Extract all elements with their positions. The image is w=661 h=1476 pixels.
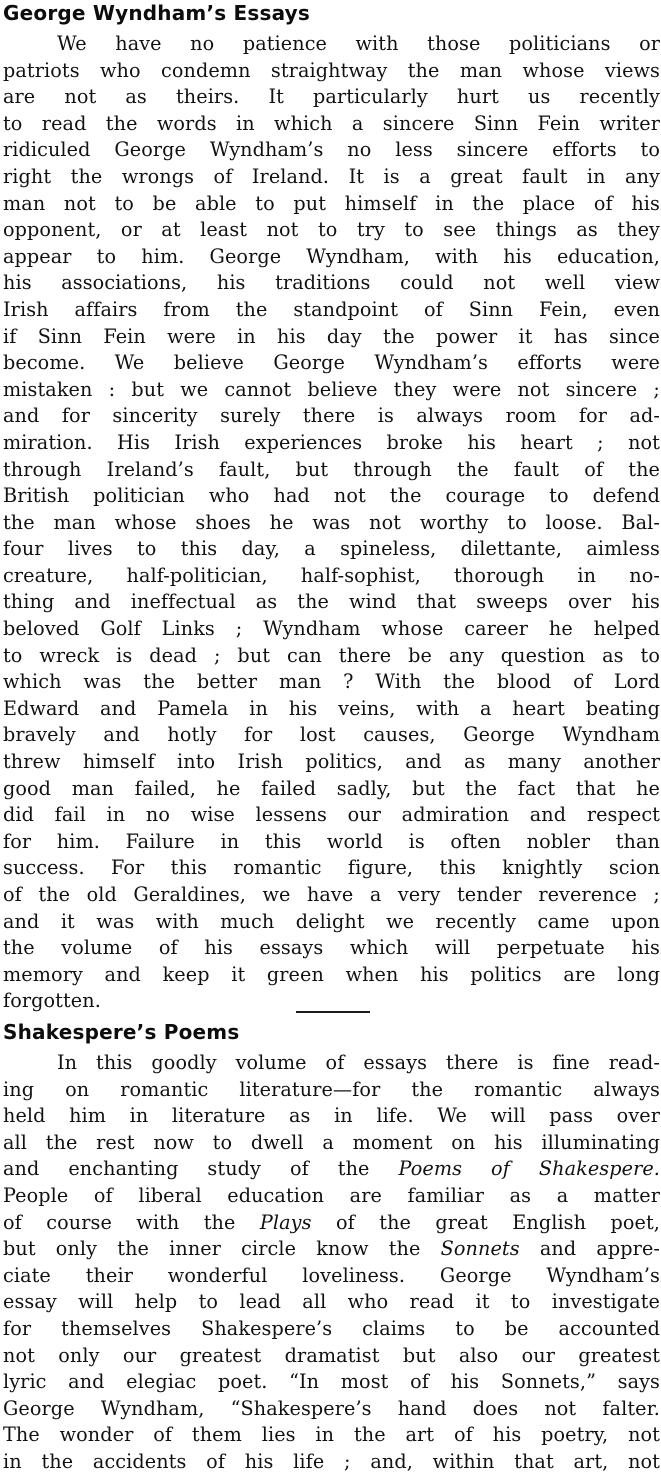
- text-line: [3, 669, 660, 696]
- text-line: [3, 84, 660, 111]
- text-line-content: beloved Golf Links ; Wyndham whose career he helped: [3, 617, 660, 641]
- italic-title-poems: Poems of Shakespere.: [398, 1157, 661, 1181]
- text-line-content: not only our greatest dramatist but also our greatest: [3, 1343, 660, 1367]
- text-line-content: thing and ineffectual as the wind that sweeps over his: [3, 590, 660, 614]
- text-line-tail: of the great English poet,: [311, 1210, 661, 1234]
- text-line-content: through Ireland’s fault, but through the fault of the: [3, 457, 660, 481]
- text-line-content: appear to him. George Wyndham, with his education,: [3, 244, 660, 268]
- text-line-content: which was the better man ? With the blood of Lord: [3, 670, 660, 694]
- text-line-content: threw himself into Irish politics, and as many another: [3, 750, 660, 774]
- text-line: [3, 111, 660, 138]
- text-line: [3, 164, 660, 191]
- text-line: [3, 377, 660, 404]
- text-line-content: to read the words in which a sincere Sinn Fein writer: [3, 111, 660, 135]
- text-line-content: good man failed, he failed sadly, but the fact that he: [3, 776, 660, 800]
- text-line: [3, 403, 660, 430]
- text-line-content: memory and keep it green when his politics are long: [3, 962, 660, 986]
- text-line-content: become. We believe George Wyndham’s efforts were: [3, 351, 660, 375]
- text-line-content: and it was with much delight we recently came upon: [3, 909, 660, 933]
- text-line-content: We have no patience with those politicians or: [57, 32, 660, 55]
- text-line-content: his associations, his traditions could not well view: [3, 271, 660, 295]
- text-line: [3, 1422, 660, 1449]
- text-line: [3, 457, 660, 484]
- text-line: [3, 510, 660, 537]
- text-line: [3, 1236, 660, 1263]
- text-line-content: ridiculed George Wyndham’s no less sincere efforts to: [3, 138, 660, 162]
- text-line: [3, 1289, 660, 1316]
- text-line-content: In this goodly volume of essays there is fine read-: [57, 1051, 660, 1074]
- italic-title-sonnets: Sonnets: [440, 1237, 520, 1261]
- text-line-content: creature, half-politician, half-sophist, thorough in no-: [3, 563, 660, 587]
- text-line: [3, 31, 660, 58]
- text-line: [3, 1130, 660, 1157]
- text-line-content: and for sincerity surely there is always room for ad-: [3, 404, 660, 428]
- text-line-content: Irish affairs from the standpoint of Sinn Fein, even: [3, 297, 660, 321]
- text-line: [3, 483, 660, 510]
- text-line-content: the volume of his essays which will perpetuate his: [3, 936, 660, 960]
- text-line-content: for themselves Shakespere’s claims to be accounted: [3, 1316, 660, 1340]
- text-line: [3, 1369, 660, 1396]
- text-line-tail: and appre-: [519, 1237, 660, 1261]
- text-line: [3, 722, 660, 749]
- text-line: [3, 217, 660, 244]
- text-line-content: British politician who had not the courage to defend: [3, 484, 660, 508]
- text-line-content: right the wrongs of Ireland. It is a great fault in any: [3, 164, 660, 188]
- text-line-content: patriots who condemn straightway the man whose views: [3, 58, 660, 82]
- text-line-content: George Wyndham, “Shakespere’s hand does not falter.: [3, 1396, 660, 1420]
- text-line: [3, 1103, 660, 1130]
- text-line-content: for him. Failure in this world is often nobler than: [3, 829, 660, 853]
- text-line-content: of the old Geraldines, we have a very tender reverence ;: [3, 883, 660, 906]
- text-line: [3, 962, 660, 989]
- text-line: [3, 1183, 660, 1210]
- text-line-content: the man whose shoes he was not worthy to loose. Bal-: [3, 510, 660, 534]
- text-line-content: lyric and elegiac poet. “In most of his Sonnets,” says: [3, 1370, 660, 1394]
- text-line: [3, 882, 660, 909]
- text-line: [3, 1210, 660, 1237]
- text-line-content: The wonder of them lies in the art of his poetry, not: [3, 1423, 660, 1447]
- text-line: [3, 137, 660, 164]
- section-heading-shakespere-poems: Shakespere’s Poems: [3, 1020, 240, 1044]
- text-line: [3, 909, 660, 936]
- text-line-content: mistaken : but we cannot believe they were not sincere ;: [3, 377, 660, 401]
- text-line-content: ciate their wonderful loveliness. George Wyndham’s: [3, 1263, 660, 1287]
- text-line-content: of course with the: [3, 1210, 260, 1234]
- text-line: [3, 58, 660, 85]
- text-line-content: and enchanting study of the: [3, 1157, 399, 1181]
- text-line-content: to wreck is dead ; but can there be any question as to: [3, 643, 660, 667]
- text-line: [3, 1050, 660, 1077]
- text-line: [3, 589, 660, 616]
- text-line-content: held him in literature as in life. We will pass over: [3, 1104, 660, 1128]
- wyndham-essays-paragraph: [3, 31, 660, 1015]
- text-line: [3, 1077, 660, 1104]
- text-line: [3, 1263, 660, 1290]
- text-line-content: Edward and Pamela in his veins, with a heart beating: [3, 696, 660, 720]
- text-line: [3, 802, 660, 829]
- text-line-content: forgotten.: [3, 989, 101, 1013]
- text-line-content: did fail in no wise lessens our admiration and respect: [3, 803, 660, 827]
- text-line: [3, 324, 660, 351]
- text-line-content: four lives to this day, a spineless, dilettante, aimless: [3, 537, 660, 561]
- text-line: [3, 536, 660, 563]
- text-line: [3, 776, 660, 803]
- text-line: [3, 1396, 660, 1423]
- text-line: [3, 244, 660, 271]
- text-line: [3, 643, 660, 670]
- text-line-content: in the accidents of his life ; and, within that art, not: [3, 1449, 660, 1473]
- text-line-content: People of liberal education are familiar as a matter: [3, 1183, 660, 1207]
- text-line-content: but only the inner circle know the: [3, 1237, 441, 1261]
- text-line: [3, 191, 660, 218]
- section-heading-wyndham-essays: George Wyndham’s Essays: [3, 1, 311, 25]
- text-line-content: essay will help to lead all who read it to investigate: [3, 1290, 660, 1314]
- text-line-content: man not to be able to put himself in the place of his: [3, 191, 660, 215]
- text-line: [3, 1156, 660, 1183]
- section-divider-rule: [296, 1011, 370, 1013]
- shakespere-poems-paragraph: [3, 1050, 660, 1476]
- text-line-content: ing on romantic literature—for the romantic always: [3, 1077, 660, 1101]
- text-line: [3, 1343, 660, 1370]
- text-line-content: opponent, or at least not to try to see things as they: [3, 218, 660, 242]
- text-line: [3, 855, 660, 882]
- text-line: [3, 270, 660, 297]
- text-line-content: are not as theirs. It particularly hurt us recently: [3, 85, 660, 109]
- text-line-content: miration. His Irish experiences broke his heart ; not: [3, 430, 660, 454]
- text-line: [3, 430, 660, 457]
- text-line: [3, 749, 660, 776]
- text-line-content: all the rest now to dwell a moment on his illuminating: [3, 1130, 660, 1154]
- text-line: [3, 696, 660, 723]
- text-line-content: bravely and hotly for lost causes, George Wyndham: [3, 723, 660, 747]
- text-line: [3, 935, 660, 962]
- text-line: [3, 1316, 660, 1343]
- text-line: [3, 829, 660, 856]
- text-line: [3, 350, 660, 377]
- text-line: [3, 297, 660, 324]
- text-line: [3, 563, 660, 590]
- italic-title-plays: Plays: [259, 1210, 312, 1234]
- text-line: [3, 616, 660, 643]
- text-line-content: success. For this romantic figure, this knightly scion: [3, 856, 660, 880]
- text-line-content: if Sinn Fein were in his day the power it has since: [3, 324, 660, 348]
